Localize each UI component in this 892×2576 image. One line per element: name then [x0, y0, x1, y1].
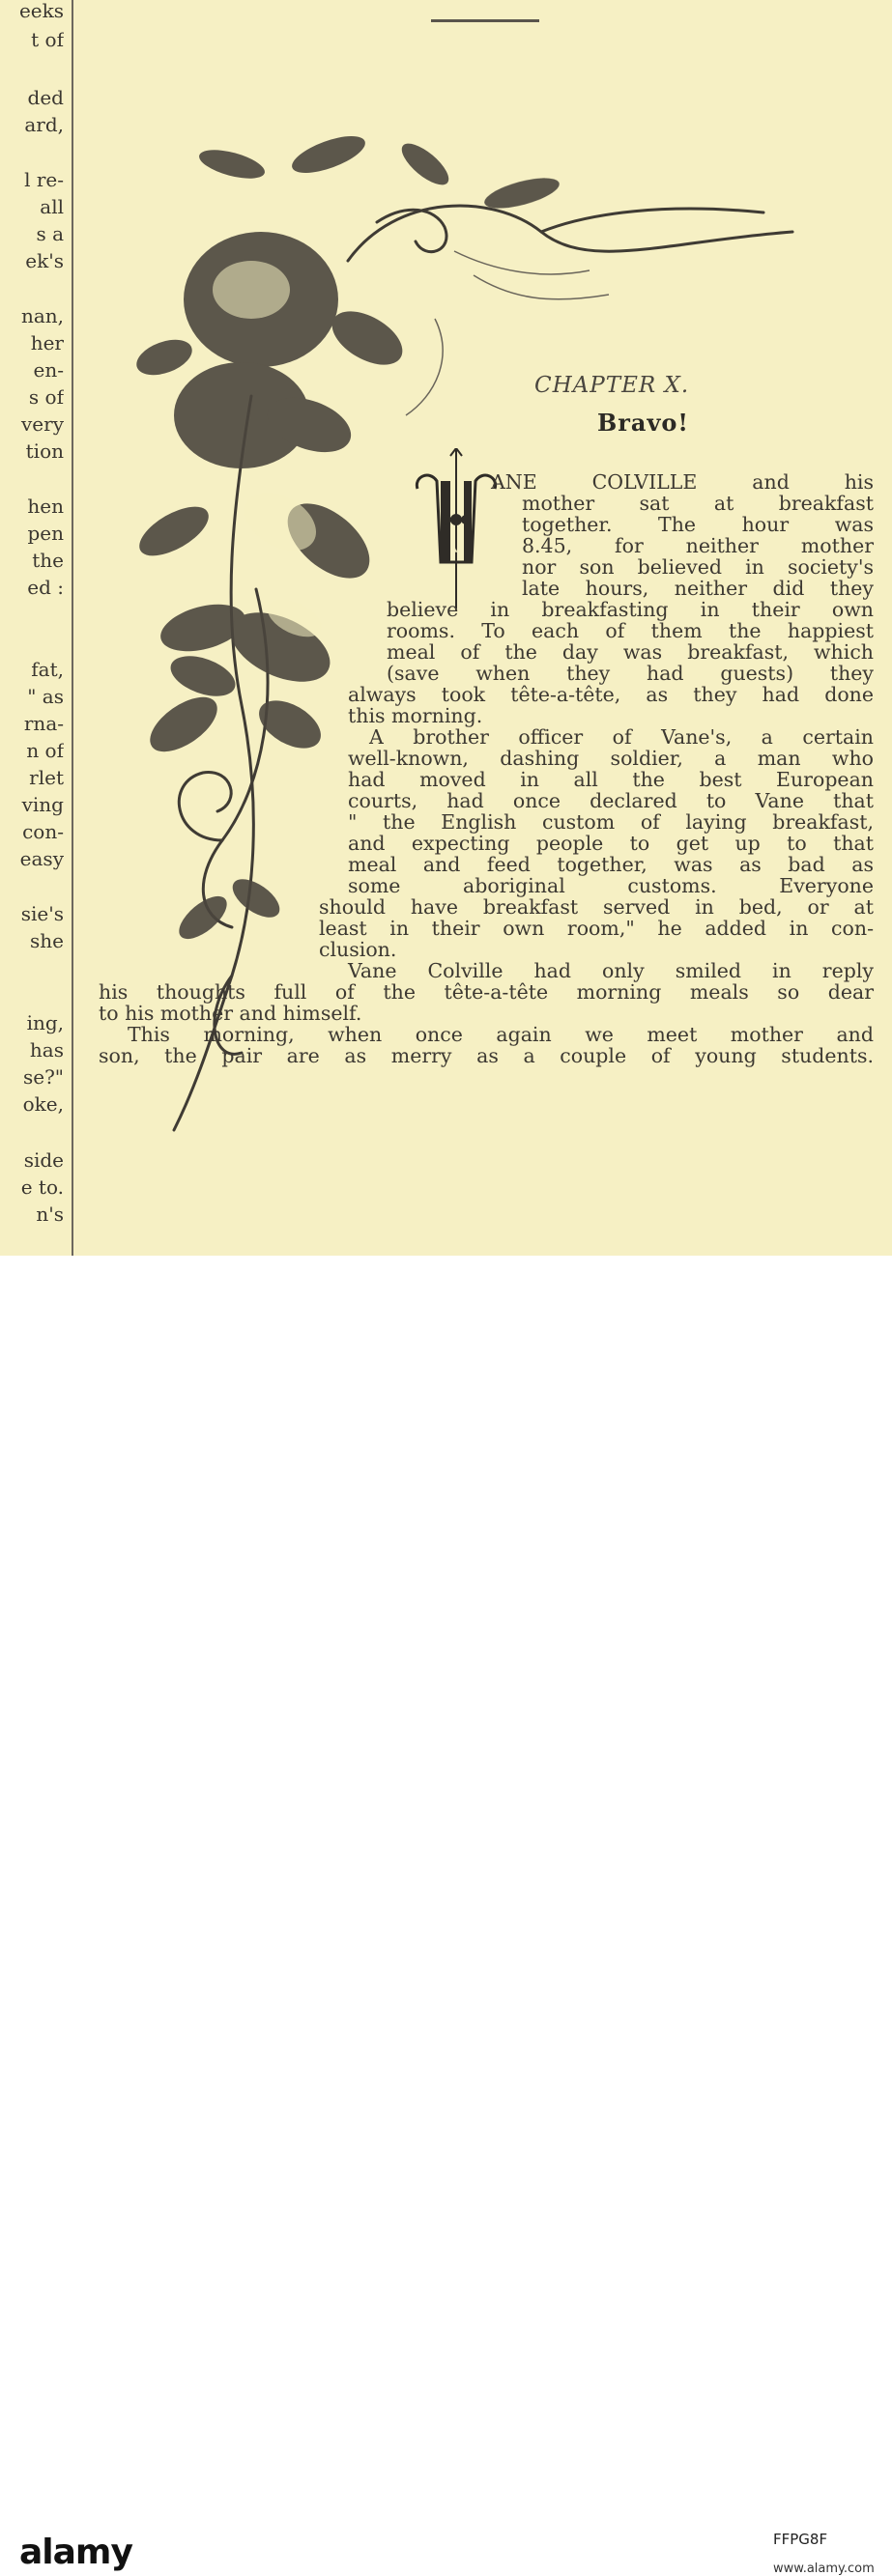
- scroll-flourish: [348, 206, 792, 261]
- left-column-fragment: she: [30, 929, 64, 952]
- left-column-fragment: ed :: [27, 576, 64, 599]
- text-line: believe in breakfasting in their own: [387, 598, 874, 621]
- left-column-fragments: [0, 0, 64, 1256]
- left-column-fragment: rlet: [29, 766, 64, 789]
- leaf: [131, 333, 196, 382]
- leaf: [165, 648, 241, 704]
- text-line: least in their own room," he added in con-: [319, 917, 874, 940]
- left-column-fragment: ded: [27, 86, 64, 109]
- dropcap: [412, 448, 501, 609]
- left-column-fragment: ing,: [26, 1011, 64, 1034]
- left-column-fragment: very: [21, 412, 64, 436]
- text-line: son, the pair are as merry as a couple of young students.: [99, 1044, 874, 1067]
- text-line: his thoughts full of the tête-a-tête morning meals so dear: [99, 980, 874, 1004]
- left-column-fragment: se?": [22, 1065, 64, 1089]
- text-line: this morning.: [348, 704, 483, 727]
- left-column-fragment: e to.: [20, 1175, 64, 1199]
- dropcap-v-ornament: [412, 448, 501, 609]
- leaf: [481, 172, 561, 214]
- text-line: " the English custom of laying breakfast,: [348, 810, 874, 834]
- left-column-fragment: ard,: [24, 113, 64, 136]
- text-line: mother sat at breakfast: [522, 492, 874, 515]
- text-line: well-known, dashing soldier, a man who: [348, 747, 874, 770]
- footer: [0, 1256, 892, 2576]
- leaf: [395, 137, 454, 192]
- text-line: together. The hour was: [522, 513, 874, 536]
- text-line: nor son believed in society's: [522, 555, 874, 579]
- text-line: some aboriginal customs. Everyone: [348, 874, 874, 897]
- chapter-subtitle: Bravo!: [597, 409, 689, 437]
- left-column-fragment: ving: [21, 793, 64, 816]
- left-column-fragment: nan,: [20, 304, 64, 327]
- text-line: Vane Colville had only smiled in reply: [348, 959, 874, 982]
- left-column-fragment: tion: [25, 439, 64, 463]
- text-line: late hours, neither did they: [522, 577, 874, 600]
- left-column-fragment: easy: [19, 847, 64, 870]
- text-line: and expecting people to get up to that: [348, 832, 874, 855]
- text-line: clusion.: [319, 938, 397, 961]
- left-column-fragment: " as: [27, 685, 64, 708]
- left-column-fragment: t of: [31, 28, 64, 51]
- text-line: A brother officer of Vane's, a certain: [369, 725, 874, 749]
- left-column-fragment: en-: [33, 358, 64, 382]
- left-column-fragment: pen: [27, 522, 64, 545]
- text-line: rooms. To each of them the happiest: [387, 619, 874, 642]
- left-column-fragment: rna-: [23, 712, 64, 735]
- chapter-title: CHAPTER X.: [534, 373, 690, 398]
- left-column-fragment: con-: [22, 820, 64, 843]
- image-id: FFPG8F: [773, 2531, 828, 2548]
- text-line: (save when they had guests) they: [387, 662, 874, 685]
- footer-url: www.alamy.com: [773, 2562, 875, 2576]
- left-column-fragment: oke,: [22, 1092, 64, 1116]
- leaf: [288, 128, 370, 181]
- leaf: [226, 871, 286, 924]
- alamy-logo: alamy: [19, 2533, 132, 2572]
- scanned-page: [0, 0, 892, 1256]
- left-column-fragment: fat,: [31, 658, 64, 681]
- left-column-fragment: n's: [36, 1203, 64, 1226]
- left-column-fragment: her: [30, 331, 64, 354]
- text-line: should have breakfast served in bed, or at: [319, 895, 874, 919]
- left-column-fragment: l re-: [24, 168, 64, 191]
- column-rule: [72, 0, 73, 1256]
- left-column-fragment: s a: [36, 222, 64, 245]
- text-line: meal and feed together, was as bad as: [348, 853, 874, 876]
- text-line: meal of the day was breakfast, which: [387, 640, 874, 664]
- leaf: [141, 687, 226, 763]
- top-rule: [431, 19, 539, 22]
- left-column-fragment: ek's: [25, 249, 64, 272]
- scroll-flourish: [377, 210, 446, 251]
- text-line: always took tête-a-tête, as they had done: [348, 683, 874, 706]
- left-column-fragment: n of: [26, 739, 64, 762]
- leaf: [196, 144, 268, 184]
- text-line: had moved in all the best European: [348, 768, 874, 791]
- scroll-flourish: [541, 209, 763, 232]
- left-column-fragment: hen: [27, 495, 64, 518]
- left-column-fragment: side: [23, 1148, 64, 1172]
- text-line: 8.45, for neither mother: [522, 534, 874, 557]
- left-column-fragment: sie's: [20, 902, 64, 925]
- text-line: This morning, when once again we meet mother and: [128, 1023, 874, 1046]
- left-column-fragment: the: [32, 549, 64, 572]
- text-line: to his mother and himself.: [99, 1002, 362, 1025]
- vine-curl: [179, 773, 231, 840]
- text-line: courts, had once declared to Vane that: [348, 789, 874, 812]
- left-column-fragment: eeks: [18, 0, 64, 22]
- svg-text:V: V: [452, 545, 460, 555]
- left-column-fragment: s of: [28, 385, 64, 409]
- left-column-fragment: has: [29, 1038, 64, 1062]
- text-line: ANE COLVILLE and his: [491, 470, 874, 494]
- leaf: [131, 496, 216, 565]
- left-column-fragment: all: [40, 195, 64, 218]
